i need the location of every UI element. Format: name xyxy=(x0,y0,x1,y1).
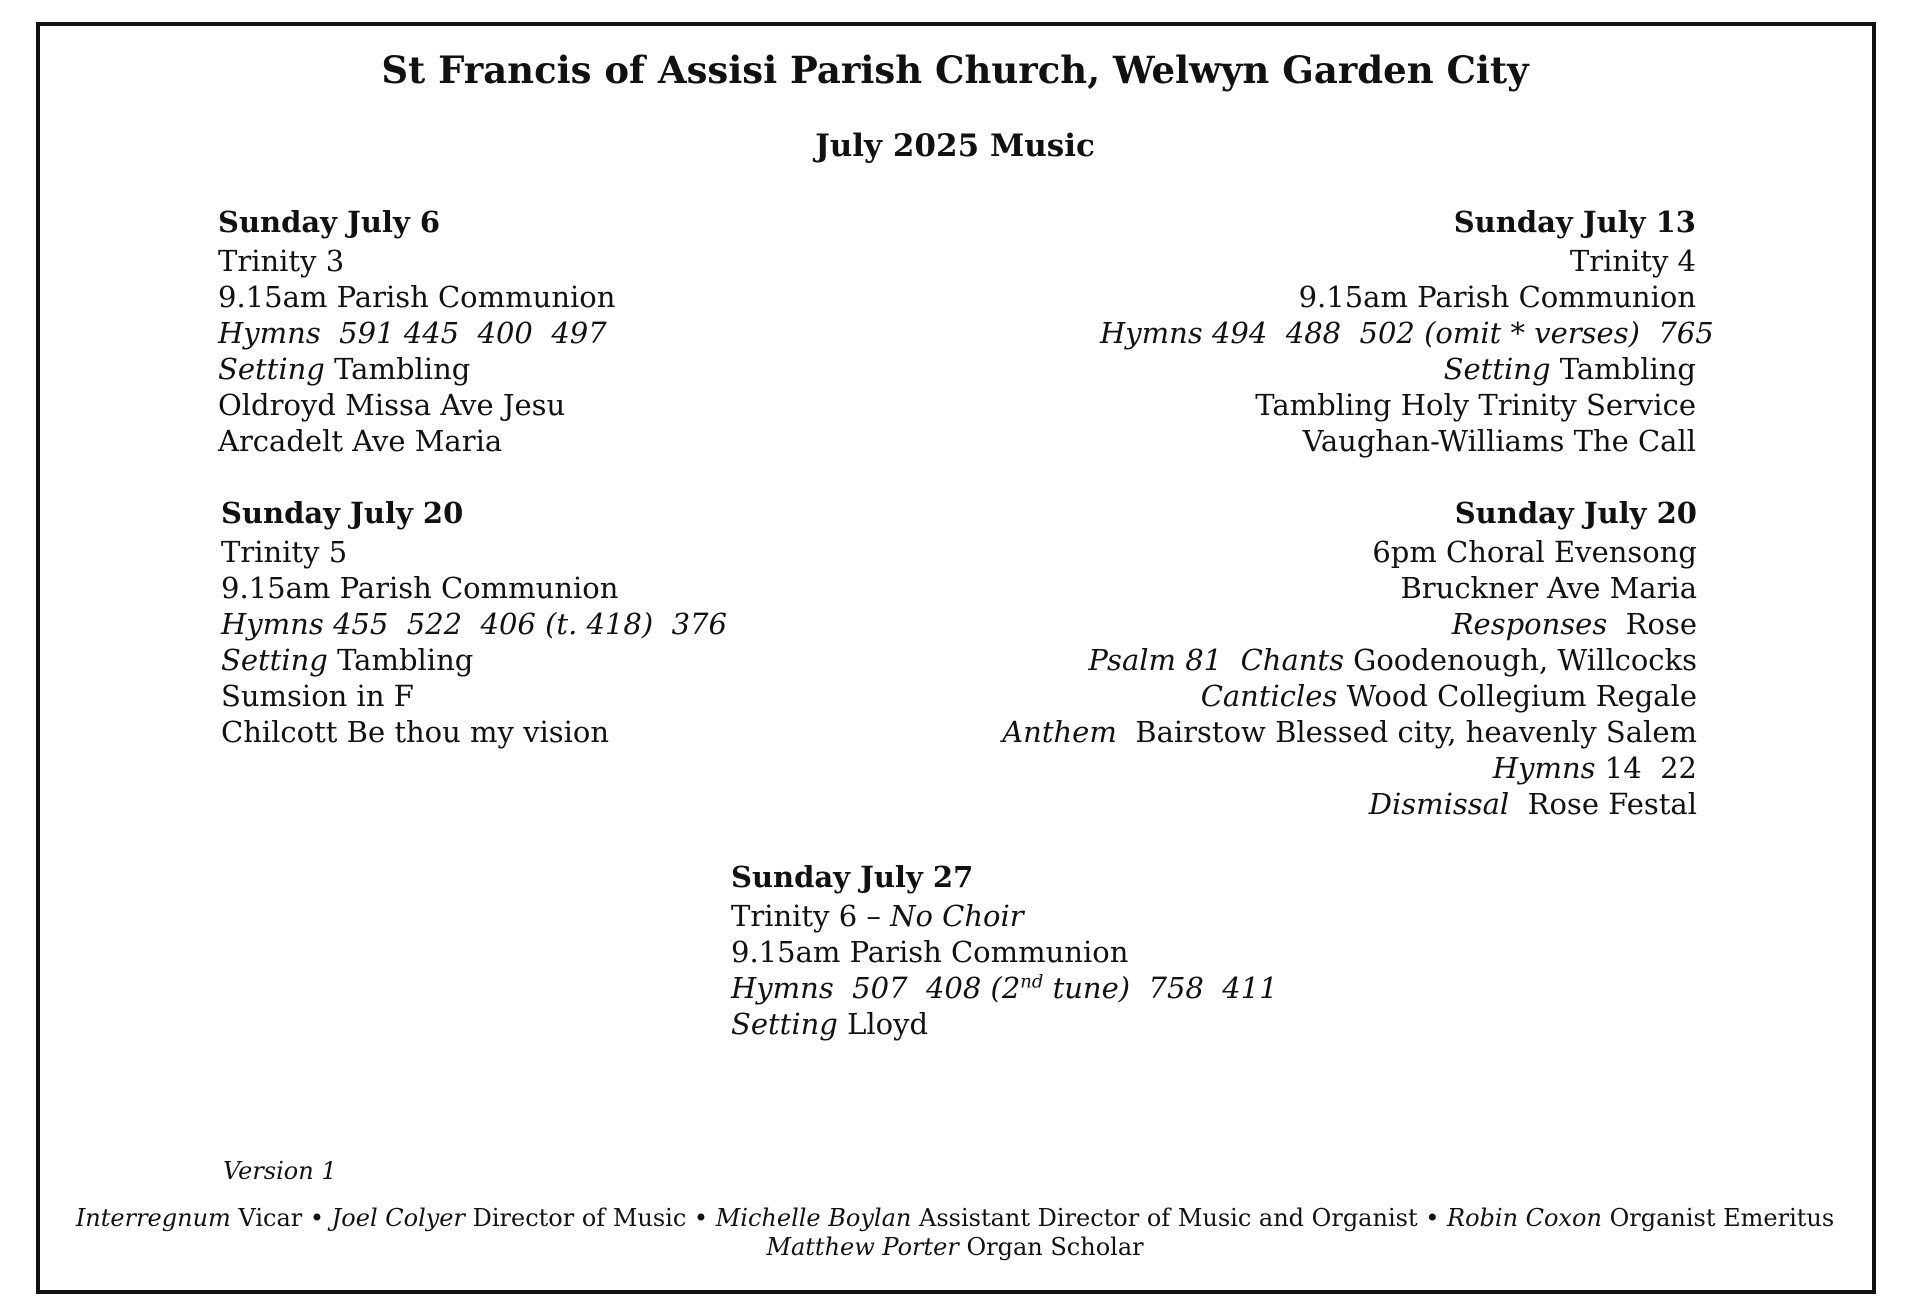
separator: • xyxy=(309,1204,325,1232)
staff-list xyxy=(0,1204,1910,1233)
service-time: 6pm Choral Evensong xyxy=(1372,535,1697,569)
dismissal-label: Dismissal xyxy=(1368,787,1510,821)
service-block-july-20-morning xyxy=(221,495,727,750)
service-hymns xyxy=(221,606,727,642)
service-block-july-20-evensong xyxy=(960,495,1697,822)
service-canticles xyxy=(960,678,1697,714)
staff-name: Robin Coxon xyxy=(1447,1204,1602,1232)
staff-role: Director of Music xyxy=(472,1204,687,1232)
separator: • xyxy=(693,1204,709,1232)
service-music: Chilcott Be thou my vision xyxy=(221,715,610,749)
service-time: 9.15am Parish Communion xyxy=(1298,280,1696,314)
anthem-label: Anthem xyxy=(1002,715,1117,749)
setting-value: Tambling xyxy=(1559,352,1696,386)
hymns-label: Hymns xyxy=(731,971,834,1005)
setting-label: Setting xyxy=(218,352,325,386)
hymns-numbers: 14 22 xyxy=(1604,751,1697,785)
service-music: Oldroyd Missa Ave Jesu xyxy=(218,388,566,422)
service-responses xyxy=(960,606,1697,642)
service-music: Bruckner Ave Maria xyxy=(1400,571,1697,605)
hymns-numbers-rest: tune) 758 411 xyxy=(1043,971,1278,1005)
staff-name: Interregnum xyxy=(75,1204,231,1232)
setting-label: Setting xyxy=(731,1007,838,1041)
day-note: No Choir xyxy=(890,899,1024,933)
canticles-value: Wood Collegium Regale xyxy=(1346,679,1697,713)
service-day xyxy=(731,898,1278,934)
service-block-july-27 xyxy=(731,859,1278,1042)
service-time: 9.15am Parish Communion xyxy=(221,571,619,605)
anthem-value: Bairstow Blessed city, heavenly Salem xyxy=(1135,715,1697,749)
chants-label: Chants xyxy=(1240,643,1344,677)
service-setting xyxy=(221,642,727,678)
staff-role: Assistant Director of Music and Organist xyxy=(918,1204,1418,1232)
setting-value: Tambling xyxy=(337,643,474,677)
service-heading: Sunday July 27 xyxy=(731,860,974,894)
hymns-numbers: 591 445 400 497 xyxy=(339,316,607,350)
service-heading: Sunday July 13 xyxy=(1453,205,1696,239)
service-music: Tambling Holy Trinity Service xyxy=(1255,388,1696,422)
service-hymns xyxy=(1100,315,1714,351)
hymns-label: Hymns xyxy=(221,607,324,641)
service-music: Sumsion in F xyxy=(221,679,414,713)
service-hymns xyxy=(218,315,615,351)
service-day: Trinity 4 xyxy=(1569,244,1696,278)
hymns-label: Hymns xyxy=(1100,316,1203,350)
service-time: 9.15am Parish Communion xyxy=(731,935,1129,969)
separator: • xyxy=(1425,1204,1440,1232)
staff-name: Matthew Porter xyxy=(766,1233,959,1261)
service-hymns xyxy=(960,750,1697,786)
service-day: Trinity 3 xyxy=(218,244,345,278)
setting-value: Lloyd xyxy=(847,1007,929,1041)
service-block-july-13 xyxy=(1100,204,1714,459)
hymns-numbers: 494 488 502 (omit * verses) 765 xyxy=(1211,316,1714,350)
service-time: 9.15am Parish Communion xyxy=(218,280,616,314)
service-block-july-6 xyxy=(218,204,615,459)
dismissal-value: Rose Festal xyxy=(1527,787,1697,821)
service-psalm xyxy=(960,642,1697,678)
staff-role: Vicar xyxy=(238,1204,303,1232)
responses-value: Rose xyxy=(1625,607,1697,641)
hymns-superscript: nd xyxy=(1020,971,1044,993)
service-heading: Sunday July 20 xyxy=(1454,496,1697,530)
service-setting xyxy=(1100,351,1696,387)
hymns-numbers: 455 522 406 (t. 418) 376 xyxy=(332,607,727,641)
service-setting xyxy=(218,351,615,387)
chants-value: Goodenough, Willcocks xyxy=(1353,643,1697,677)
page-title: St Francis of Assisi Parish Church, Welwyn Garden City xyxy=(381,48,1529,92)
hymns-label: Hymns xyxy=(1492,751,1596,785)
staff-list-second-line xyxy=(0,1233,1910,1262)
staff-role: Organist Emeritus xyxy=(1609,1204,1835,1232)
psalm-label: Psalm 81 xyxy=(1088,643,1223,677)
service-day: Trinity 5 xyxy=(221,535,348,569)
service-music: Arcadelt Ave Maria xyxy=(218,424,503,458)
page-subtitle: July 2025 Music xyxy=(815,128,1095,164)
day-name: Trinity 6 – xyxy=(731,899,881,933)
staff-name: Michelle Boylan xyxy=(715,1204,912,1232)
canticles-label: Canticles xyxy=(1200,679,1338,713)
hymns-numbers: 507 408 (2 xyxy=(852,971,1021,1005)
staff-role: Organ Scholar xyxy=(966,1233,1144,1261)
service-heading: Sunday July 6 xyxy=(218,205,441,239)
setting-label: Setting xyxy=(221,643,328,677)
service-setting xyxy=(731,1006,1278,1042)
service-anthem xyxy=(960,714,1697,750)
service-hymns xyxy=(731,970,1278,1006)
responses-label: Responses xyxy=(1451,607,1608,641)
version-label: Version 1 xyxy=(223,1157,337,1185)
setting-label: Setting xyxy=(1443,352,1551,386)
staff-name: Joel Colyer xyxy=(331,1204,465,1232)
service-music: Vaughan-Williams The Call xyxy=(1302,424,1696,458)
setting-value: Tambling xyxy=(334,352,471,386)
hymns-label: Hymns xyxy=(218,316,321,350)
service-heading: Sunday July 20 xyxy=(221,496,464,530)
service-dismissal xyxy=(960,786,1697,822)
